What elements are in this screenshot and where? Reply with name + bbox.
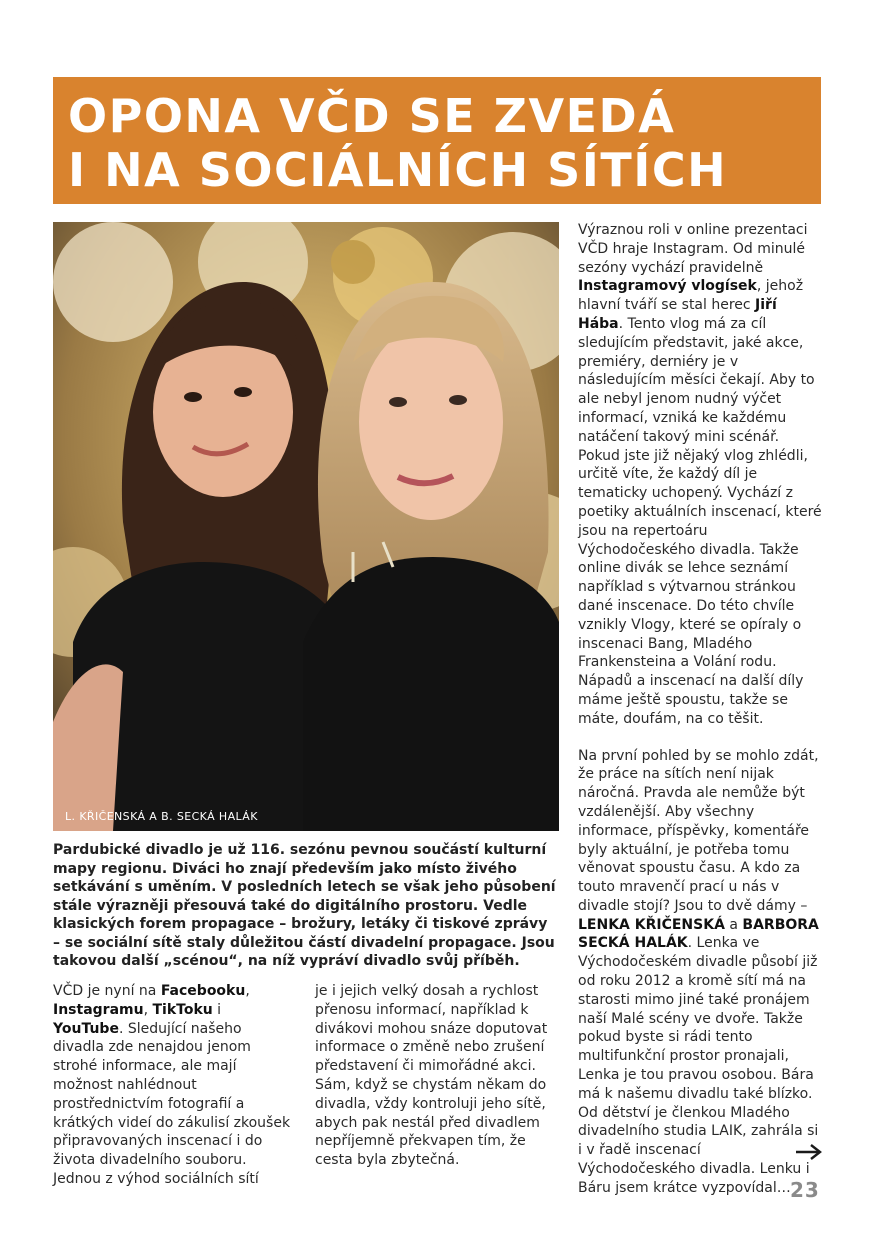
- person-name-lenka: LENKA KŘIČENSKÁ: [578, 916, 725, 933]
- youtube-label: YouTube: [53, 1020, 119, 1037]
- body-column-2: [315, 982, 560, 1170]
- text-run: ,: [245, 983, 250, 999]
- text-run: a: [724, 916, 743, 933]
- article-photo: [53, 222, 559, 831]
- instagram-label: Instagramu: [53, 1001, 144, 1018]
- article-title-line-2: I NA SOCIÁLNÍCH SÍTÍCH: [68, 143, 728, 197]
- text-run: VČD je nyní na: [53, 983, 161, 999]
- arrow-right-icon: [795, 1142, 823, 1162]
- page-number: 23: [790, 1178, 820, 1202]
- article-title-banner: [53, 77, 821, 204]
- text-run: ,: [143, 1001, 153, 1018]
- person-name-barbora: BARBORA SECKÁ HALÁK: [578, 916, 819, 952]
- text-run: Výraznou roli v online prezentaci VČD hraje Instagram. Od minulé sezóny vychází pravidelně: [578, 222, 808, 276]
- column-3-paragraph-1: [578, 221, 822, 729]
- article-title-line-1: OPONA VČD SE ZVEDÁ: [68, 89, 676, 143]
- column-1-paragraph: [53, 982, 293, 1189]
- photo-illustration: [53, 222, 559, 831]
- column-2-paragraph: je i jejich velký dosah a rychlost přenosu informací, například k divákovi mohou snáze doputovat informace o změně nebo zrušení představení či mimořádné akci. Sám, když se chystám někam do divadla, vždy kontroluji jeho sítě, abych pak nestál před divadlem nepříjemně překvapen tím, že cesta byla zbytečná.: [315, 983, 548, 1169]
- text-run: . Sledující našeho divadla zde nenajdou jenom strohé informace, ale mají možnost nahlédnout prostřednictvím fotografií a krátkých videí do zákulisí zkoušek připravovaných inscenací i do života divadelního souboru. Jednou z výhod sociálních sítí: [53, 1020, 291, 1187]
- facebook-label: Facebooku: [160, 983, 246, 999]
- body-column-1: [53, 982, 293, 1189]
- photo-caption: L. KŘIČENSKÁ A B. SECKÁ HALÁK: [65, 810, 258, 823]
- actor-name: Jiří Hába: [578, 297, 777, 332]
- text-run: Na první pohled by se mohlo zdát, že práce na sítích není nijak náročná. Pravda ale nemůže být vzdálenější. Aby všechny informace, příspěvky, komentáře byly aktuální, je potřeba tomu věnovat spoustu času. A kdo za touto mravenčí prací u nás v divadle stojí? Jsou to dvě dámy –: [578, 747, 819, 914]
- text-run: . Lenka ve Východočeském divadle působí již od roku 2012 a kromě sítí má na starosti mimo jiné také pronájem naší Malé scény ve dvoře. Takže pokud byste si rádi tento multifunkční prostor pronajali, Lenka je tou pravou osobou. Bára má k našemu divadlu také blízko. Od dětství je členkou Mladého divadelního studia LAIK, zahrála si i v řadě inscenací Východočeského divadla. Lenku i Báru jsem krátce vyzpovídal…: [578, 935, 819, 1196]
- column-3-paragraph-2: [578, 747, 822, 1198]
- text-run: . Tento vlog má za cíl sledujícím představit, jaké akce, premiéry, derniéry je v následujícím měsíci čekají. Aby to ale nebyl jenom nudný výčet informací, vzniká ke každému natáčení takový mini scénář. Pokud jste již nějaký vlog zhlédli, určitě víte, že každý díl je tematicky uchopený. Vychází z poetiky aktuálních inscenací, které jsou na repertoáru Východočeského divadla. Takže online divák se lehce seznámí například s výtvarnou stránkou dané inscenace. Do této chvíle vznikly Vlogy, které se opíraly o inscenaci Bang, Mladého Frankensteina a Volání rodu. Nápadů a inscenací na další díly máme ještě spoustu, takže se máte, doufám, na co těšit.: [578, 315, 822, 727]
- vlog-name: Instagramový vlogísek: [578, 278, 757, 295]
- text-run: i: [212, 1001, 222, 1018]
- body-column-3: [578, 221, 822, 1198]
- tiktok-label: TikToku: [152, 1001, 213, 1018]
- text-run: , jehož hlavní tváří se stal herec: [578, 278, 804, 314]
- paragraph-gap: [578, 729, 822, 747]
- lead-paragraph: Pardubické divadlo je už 116. sezónu pevnou součástí kulturní mapy regionu. Diváci ho znají především jako místo živého setkávání s uměním. V posledních letech se však jeho působení stále výrazněji přesouvá také do digitálního prostoru. Vedle klasických forem propagace – brožury, letáky či tiskové zprávy – se sociální sítě staly důležitou částí divadelní propagace. Jsou takovou další „scénou“, na níž vypráví divadlo svůj příběh.: [53, 842, 556, 969]
